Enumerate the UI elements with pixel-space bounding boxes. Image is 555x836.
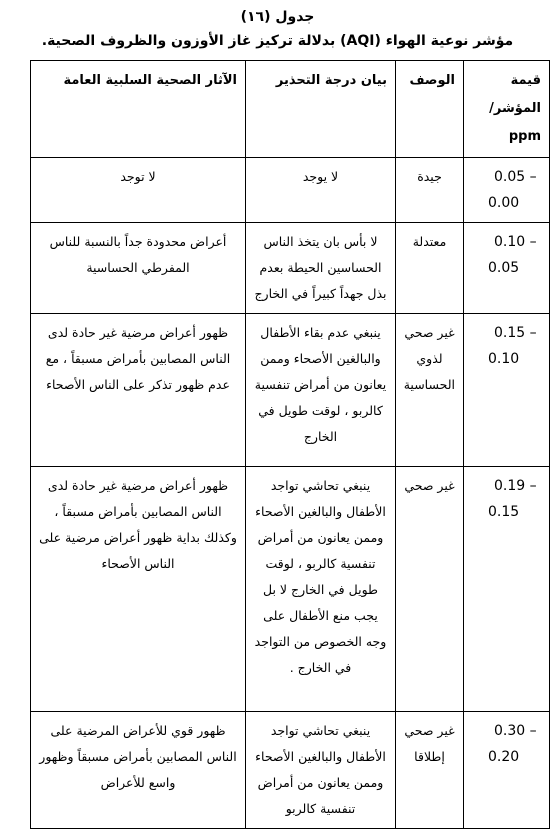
index-cell [464,314,550,467]
table-row [31,223,550,314]
description-cell: جيدة [396,158,464,223]
index-lower: 0.10 [488,351,520,367]
header-effects: الآثار الصحية السلبية العامة [31,61,246,158]
effects-cell: ظهور قوي للأعراض المرضية على الناس المصابين بأمراض مسبقاً وظهور واسع للأعراض [31,712,246,829]
effects-cell: لا توجد [31,158,246,223]
table-title: جدول (١٦) [240,9,315,25]
warning-cell: ينبغي تحاشي تواجد الأطفال والبالغين الأصحاء وممن يعانون من أمراض تنفسية كالربو [246,712,396,829]
header-description: الوصف [396,61,464,158]
description-cell: غير صحي لذوي الحساسية [396,314,464,467]
index-cell [464,467,550,712]
index-upper: 0.10 – [494,234,537,250]
index-lower: 0.15 [488,504,520,520]
table-header-row [31,61,550,158]
effects-cell: ظهور أعراض مرضية غير حادة لدى الناس المصابين بأمراض مسبقاً ، وكذلك بداية ظهور أعراض مرضية على الناس الأصحاء [31,467,246,712]
index-lower: 0.00 [488,195,520,211]
warning-cell: ينبغي تحاشي تواجد الأطفال والبالغين الأصحاء وممن يعانون من أمراض تنفسية كالربو ، لوقت طويل في الخارج لا بل يجب منع الأطفال على وجه الخصوص من التواجد في الخارج . [246,467,396,712]
index-cell [464,223,550,314]
aqi-table [30,60,550,829]
warning-cell: لا بأس بان يتخذ الناس الحساسين الحيطة بعدم بذل جهداً كبيراً في الخارج [246,223,396,314]
table-row [31,158,550,223]
description-cell: غير صحي إطلاقا [396,712,464,829]
effects-cell: ظهور أعراض مرضية غير حادة لدى الناس المصابين بأمراض مسبقاً ، مع عدم ظهور تذكر على الناس الأصحاء [31,314,246,467]
index-lower: 0.05 [488,260,520,276]
index-cell [464,158,550,223]
index-upper: 0.19 – [494,478,537,494]
index-lower: 0.20 [488,749,520,765]
table-row [31,467,550,712]
index-upper: 0.05 – [494,169,537,185]
warning-cell: لا يوجد [246,158,396,223]
table-row [31,314,550,467]
index-upper: 0.30 – [494,723,537,739]
header-warning: بيان درجة التحذير [246,61,396,158]
description-cell: معتدلة [396,223,464,314]
warning-cell: ينبغي عدم بقاء الأطفال والبالغين الأصحاء وممن يعانون من أمراض تنفسية كالربو ، لوقت طويل في الخارج [246,314,396,467]
header-index: قيمة المؤشر/ ppm [464,61,550,158]
description-cell: غير صحي [396,467,464,712]
table-row [31,712,550,829]
table-subtitle: مؤشر نوعية الهواء (AQI) بدلالة تركيز غاز الأوزون والظروف الصحية. [41,33,514,49]
effects-cell: أعراض محدودة جداً بالنسبة للناس المفرطي الحساسية [31,223,246,314]
index-upper: 0.15 – [494,325,537,341]
index-cell [464,712,550,829]
